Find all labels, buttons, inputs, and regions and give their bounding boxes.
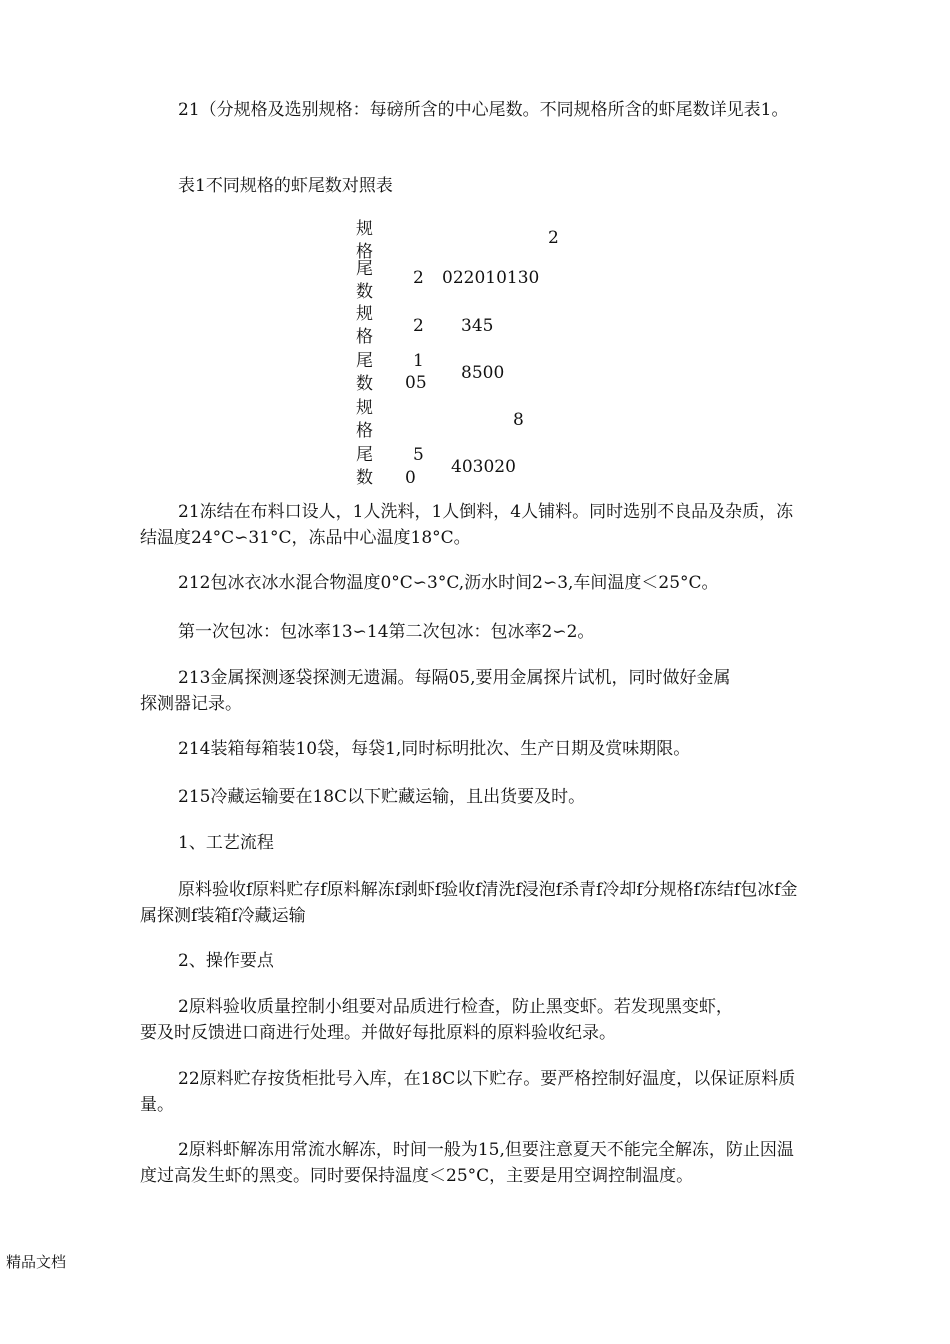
table-value: 1 — [413, 351, 424, 371]
table-label-spec: 规格 — [356, 398, 373, 441]
paragraph-spec-selection: 21（分规格及选别规格：每磅所含的中心尾数。不同规格所含的虾尾数详见表1。 — [178, 100, 789, 120]
paragraph-process-flow: 原料验收f原料贮存f原料解冻f剥虾f验收f清洗f浸泡f杀青f冷却f分规格f冻结f包冰f金属探测f装箱f冷藏运输 — [140, 880, 798, 926]
table-caption: 表1不同规格的虾尾数对照表 — [178, 176, 393, 196]
table-label-count: 尾数 — [356, 351, 373, 394]
table-value: 2 — [413, 268, 424, 288]
paragraph-ice-glazing: 212包冰衣冰水混合物温度0°C∽3°C,沥水时间2∽3,车间温度＜25°C。 — [178, 573, 719, 593]
table-label-count: 尾数 — [356, 445, 373, 488]
table-value: 2 — [413, 316, 424, 336]
heading-operation-points: 2、操作要点 — [178, 951, 274, 971]
paragraph-cold-transport: 215冷藏运输要在18C以下贮藏运输，且出货要及时。 — [178, 787, 586, 807]
table-value: 345 — [461, 316, 494, 336]
table-value: 5 — [413, 445, 424, 465]
paragraph-raw-inspection: 2原料验收质量控制小组要对品质进行检查，防止黑变虾。若发现黑变虾，要及时反馈进口商进行处理。并做好每批原料的原料验收纪录。 — [140, 997, 733, 1043]
table-value: 8 — [513, 410, 524, 430]
table-value: 403020 — [451, 457, 516, 477]
shrimp-count-table — [340, 218, 580, 488]
table-value: 2 — [548, 228, 559, 248]
footer-watermark-text: 精品文档 — [6, 1253, 67, 1271]
paragraph-freezing: 21冻结在布料口设人，1人洗料，1人倒料，4人铺料。同时选别不良品及杂质，冻结温度24°C∽31°C，冻品中心温度18°C。 — [140, 502, 794, 548]
table-value: 022010130 — [442, 268, 540, 288]
table-value: 0 — [405, 468, 416, 488]
table-label-spec: 规格 — [356, 304, 373, 347]
paragraph-thawing: 2原料虾解冻用常流水解冻，时间一般为15,但要注意夏天不能完全解冻，防止因温度过高发生虾的黑变。同时要保持温度＜25°C，主要是用空调控制温度。 — [140, 1140, 794, 1186]
table-label-spec: 规格 — [356, 219, 373, 262]
paragraph-metal-detection: 213金属探测逐袋探测无遗漏。每隔05,要用金属探片试机，同时做好金属探测器记录。 — [140, 668, 731, 714]
paragraph-glazing-rates: 第一次包冰：包冰率13∽14第二次包冰：包冰率2∽2。 — [178, 622, 595, 642]
table-value: 05 — [405, 373, 427, 393]
table-label-count: 尾数 — [356, 259, 373, 302]
paragraph-packing: 214装箱每箱装10袋，每袋1,同时标明批次、生产日期及赏味期限。 — [178, 739, 691, 759]
table-value: 8500 — [461, 363, 505, 383]
paragraph-raw-storage: 22原料贮存按货柜批号入库，在18C以下贮存。要严格控制好温度，以保证原料质量。 — [140, 1069, 796, 1115]
heading-process-flow: 1、工艺流程 — [178, 833, 274, 853]
